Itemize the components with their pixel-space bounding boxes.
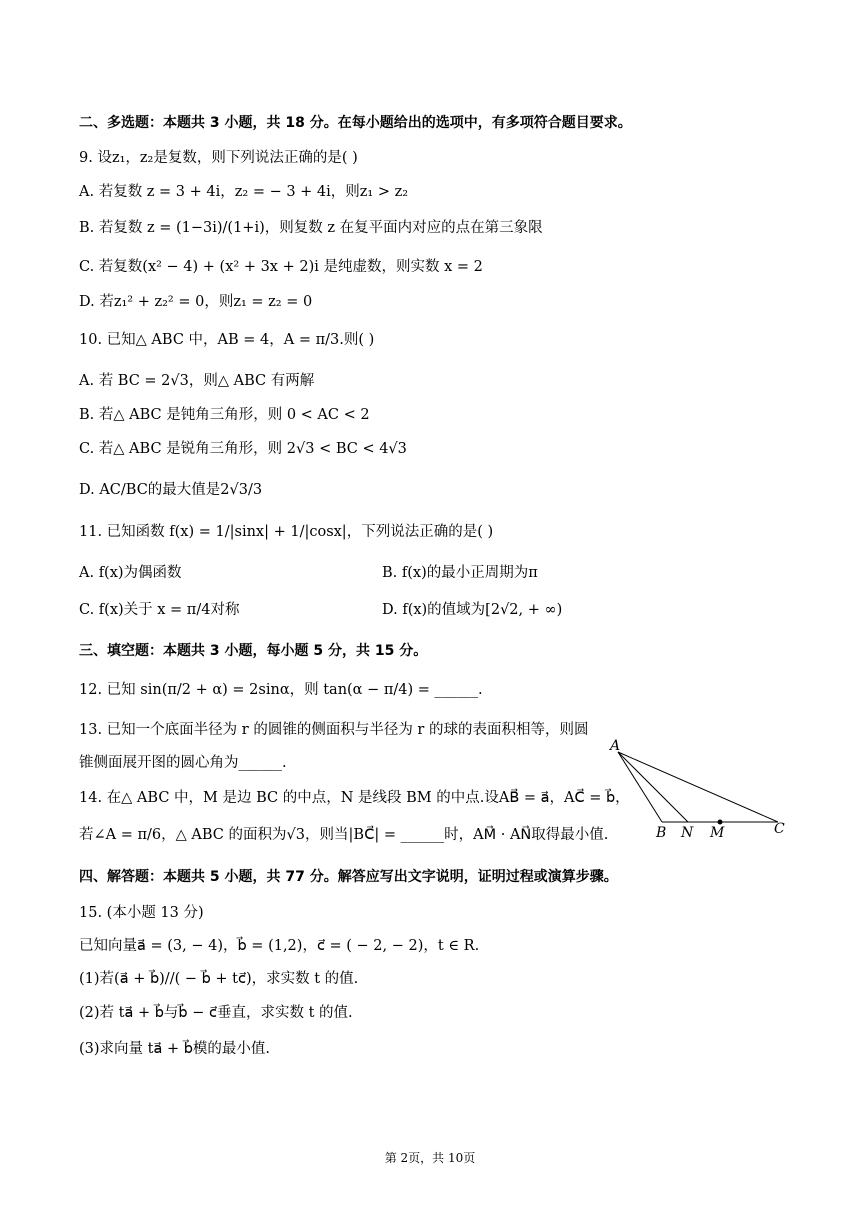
section-heading-multi-choice: 二、多选题：本题共 3 小题，共 18 分。在每小题给出的选项中，有多项符合题目要求。: [79, 115, 632, 131]
question-15-given: 已知向量a⃗ = (3, − 4)，b⃗ = (1,2)，c⃗ = ( − 2, − 2)，t ∈ R.: [79, 938, 480, 954]
point-n-label: N: [681, 825, 694, 841]
question-11-option-d: D. f(x)的值域为[2√2, + ∞): [382, 602, 563, 618]
question-15-part-1: (1)若(a⃗ + b⃗)//( − b⃗ + tc⃗)，求实数 t 的值.: [79, 971, 359, 987]
question-13-line-2: 锥侧面展开图的圆心角为______.: [79, 755, 287, 771]
question-14-line-1: 14. 在△ ABC 中，M 是边 BC 的中点，N 是线段 BM 的中点.设AB⃗ = a⃗，AC⃗ = b⃗，: [79, 790, 630, 806]
question-10-option-b: B. 若△ ABC 是钝角三角形，则 0 < AC < 2: [79, 407, 370, 423]
question-9-option-c: C. 若复数(x² − 4) + (x² + 3x + 2)i 是纯虚数，则实数 x = 2: [79, 259, 483, 275]
section-heading-solution: 四、解答题：本题共 5 小题，共 77 分。解答应写出文字说明，证明过程或演算步骤。: [79, 869, 618, 885]
question-14-line-2: 若∠A = π/6，△ ABC 的面积为√3，则当|BC⃗| = ______时，AM⃗ · AN⃗取得最小值.: [79, 827, 609, 843]
question-9-stem: 9. 设z₁，z₂是复数，则下列说法正确的是( ): [79, 150, 358, 166]
question-10-stem: 10. 已知△ ABC 中，AB = 4，A = π/3.则( ): [79, 332, 375, 348]
section-heading-fill-blank: 三、填空题：本题共 3 小题，每小题 5 分，共 15 分。: [79, 643, 428, 659]
question-11-stem: 11. 已知函数 f(x) = 1/|sinx| + 1/|cosx|，下列说法正确的是( ): [79, 524, 494, 540]
vertex-a-label: A: [610, 738, 621, 754]
question-15-header: 15. (本小题 13 分): [79, 905, 204, 921]
question-12: 12. 已知 sin(π/2 + α) = 2sinα，则 tan(α − π/4) = ______.: [79, 682, 483, 698]
page-footer: 第 2页，共 10页: [384, 1151, 476, 1165]
vertex-b-label: B: [656, 825, 667, 841]
point-m-label: M: [710, 825, 725, 841]
question-10-option-d: D. AC/BC的最大值是2√3/3: [79, 482, 263, 498]
question-13-line-1: 13. 已知一个底面半径为 r 的圆锥的侧面积与半径为 r 的球的表面积相等，则圆: [79, 722, 589, 738]
question-9-option-a: A. 若复数 z = 3 + 4i，z₂ = − 3 + 4i，则z₁ > z₂: [79, 184, 409, 200]
question-11-option-b: B. f(x)的最小正周期为π: [382, 565, 538, 581]
question-11-option-c: C. f(x)关于 x = π/4对称: [79, 602, 240, 618]
question-9-option-b: B. 若复数 z = (1−3i)/(1+i)，则复数 z 在复平面内对应的点在第三象限: [79, 220, 543, 236]
question-10-option-c: C. 若△ ABC 是锐角三角形，则 2√3 < BC < 4√3: [79, 441, 407, 457]
question-15-part-2: (2)若 ta⃗ + b⃗与b⃗ − c⃗垂直，求实数 t 的值.: [79, 1005, 353, 1021]
triangle-figure: [604, 732, 800, 842]
question-15-part-3: (3)求向量 ta⃗ + b⃗模的最小值.: [79, 1041, 271, 1057]
vertex-c-label: C: [774, 821, 785, 837]
question-9-option-d: D. 若z₁² + z₂² = 0，则z₁ = z₂ = 0: [79, 294, 313, 310]
question-11-option-a: A. f(x)为偶函数: [79, 565, 182, 581]
question-10-option-a: A. 若 BC = 2√3，则△ ABC 有两解: [79, 373, 315, 389]
